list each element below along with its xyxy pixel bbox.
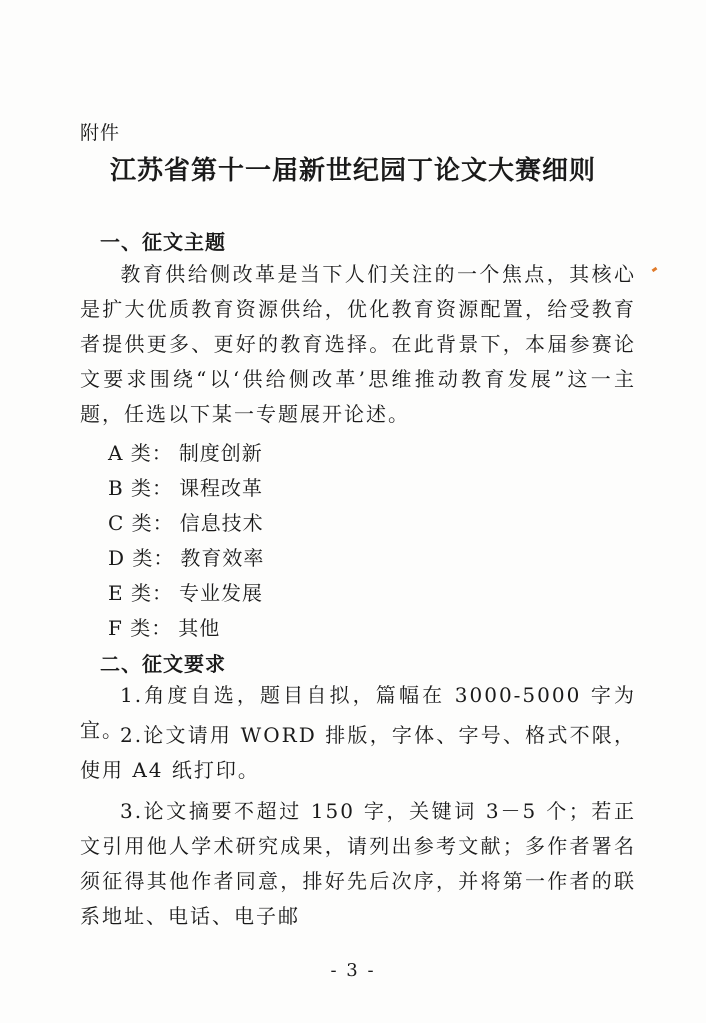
topic-code: A 类： <box>108 441 173 465</box>
section-heading-requirements: 二、征文要求 <box>100 652 226 676</box>
topic-name: 专业发展 <box>178 581 263 605</box>
requirement-item-2 <box>80 718 636 788</box>
topic-code: F 类： <box>108 616 173 640</box>
topic-name: 课程改革 <box>179 476 264 500</box>
requirement-item-3 <box>80 794 636 934</box>
topic-name: 教育效率 <box>180 546 265 570</box>
attachment-label: 附件 <box>80 122 121 144</box>
theme-paragraph-text: 教育供给侧改革是当下人们关注的一个焦点，其核心是扩大优质教育资源供给，优化教育资源配置，给受教育者提供更多、更好的教育选择。在此背景下，本届参赛论文要求围绕“以‘供给侧改革’思维推动教育发展”这一主题，任选以下某一专题展开论述。 <box>80 262 636 426</box>
margin-mark <box>652 267 658 272</box>
topic-code: E 类： <box>108 581 173 605</box>
requirement-text: 1.角度自选，题目自拟，篇幅在 3000-5000 字为宜。 <box>80 683 636 742</box>
page-number: - 3 - <box>330 960 376 981</box>
topic-name: 信息技术 <box>179 511 264 535</box>
list-item <box>108 611 264 646</box>
topic-name: 制度创新 <box>178 441 263 465</box>
list-item <box>108 471 264 506</box>
topic-list <box>108 436 264 646</box>
requirement-text: 3.论文摘要不超过 150 字，关键词 3－5 个；若正文引用他人学术研究成果，请列出参考文献；多作者署名须征得其他作者同意，排好先后次序，并将第一作者的联系地址、电话、电子邮 <box>80 799 636 928</box>
theme-paragraph <box>80 257 636 432</box>
list-item <box>108 436 264 471</box>
topic-code: C 类： <box>108 511 174 535</box>
list-item <box>108 506 264 541</box>
section-heading-theme: 一、征文主题 <box>100 230 226 254</box>
topic-code: D 类： <box>108 546 175 570</box>
requirement-text: 2.论文请用 WORD 排版，字体、字号、格式不限，使用 A4 纸打印。 <box>80 723 636 782</box>
topic-code: B 类： <box>108 476 174 500</box>
list-item <box>108 541 264 576</box>
document-title: 江苏省第十一届新世纪园丁论文大赛细则 <box>109 156 596 186</box>
topic-name: 其他 <box>178 616 221 640</box>
list-item <box>108 576 264 611</box>
